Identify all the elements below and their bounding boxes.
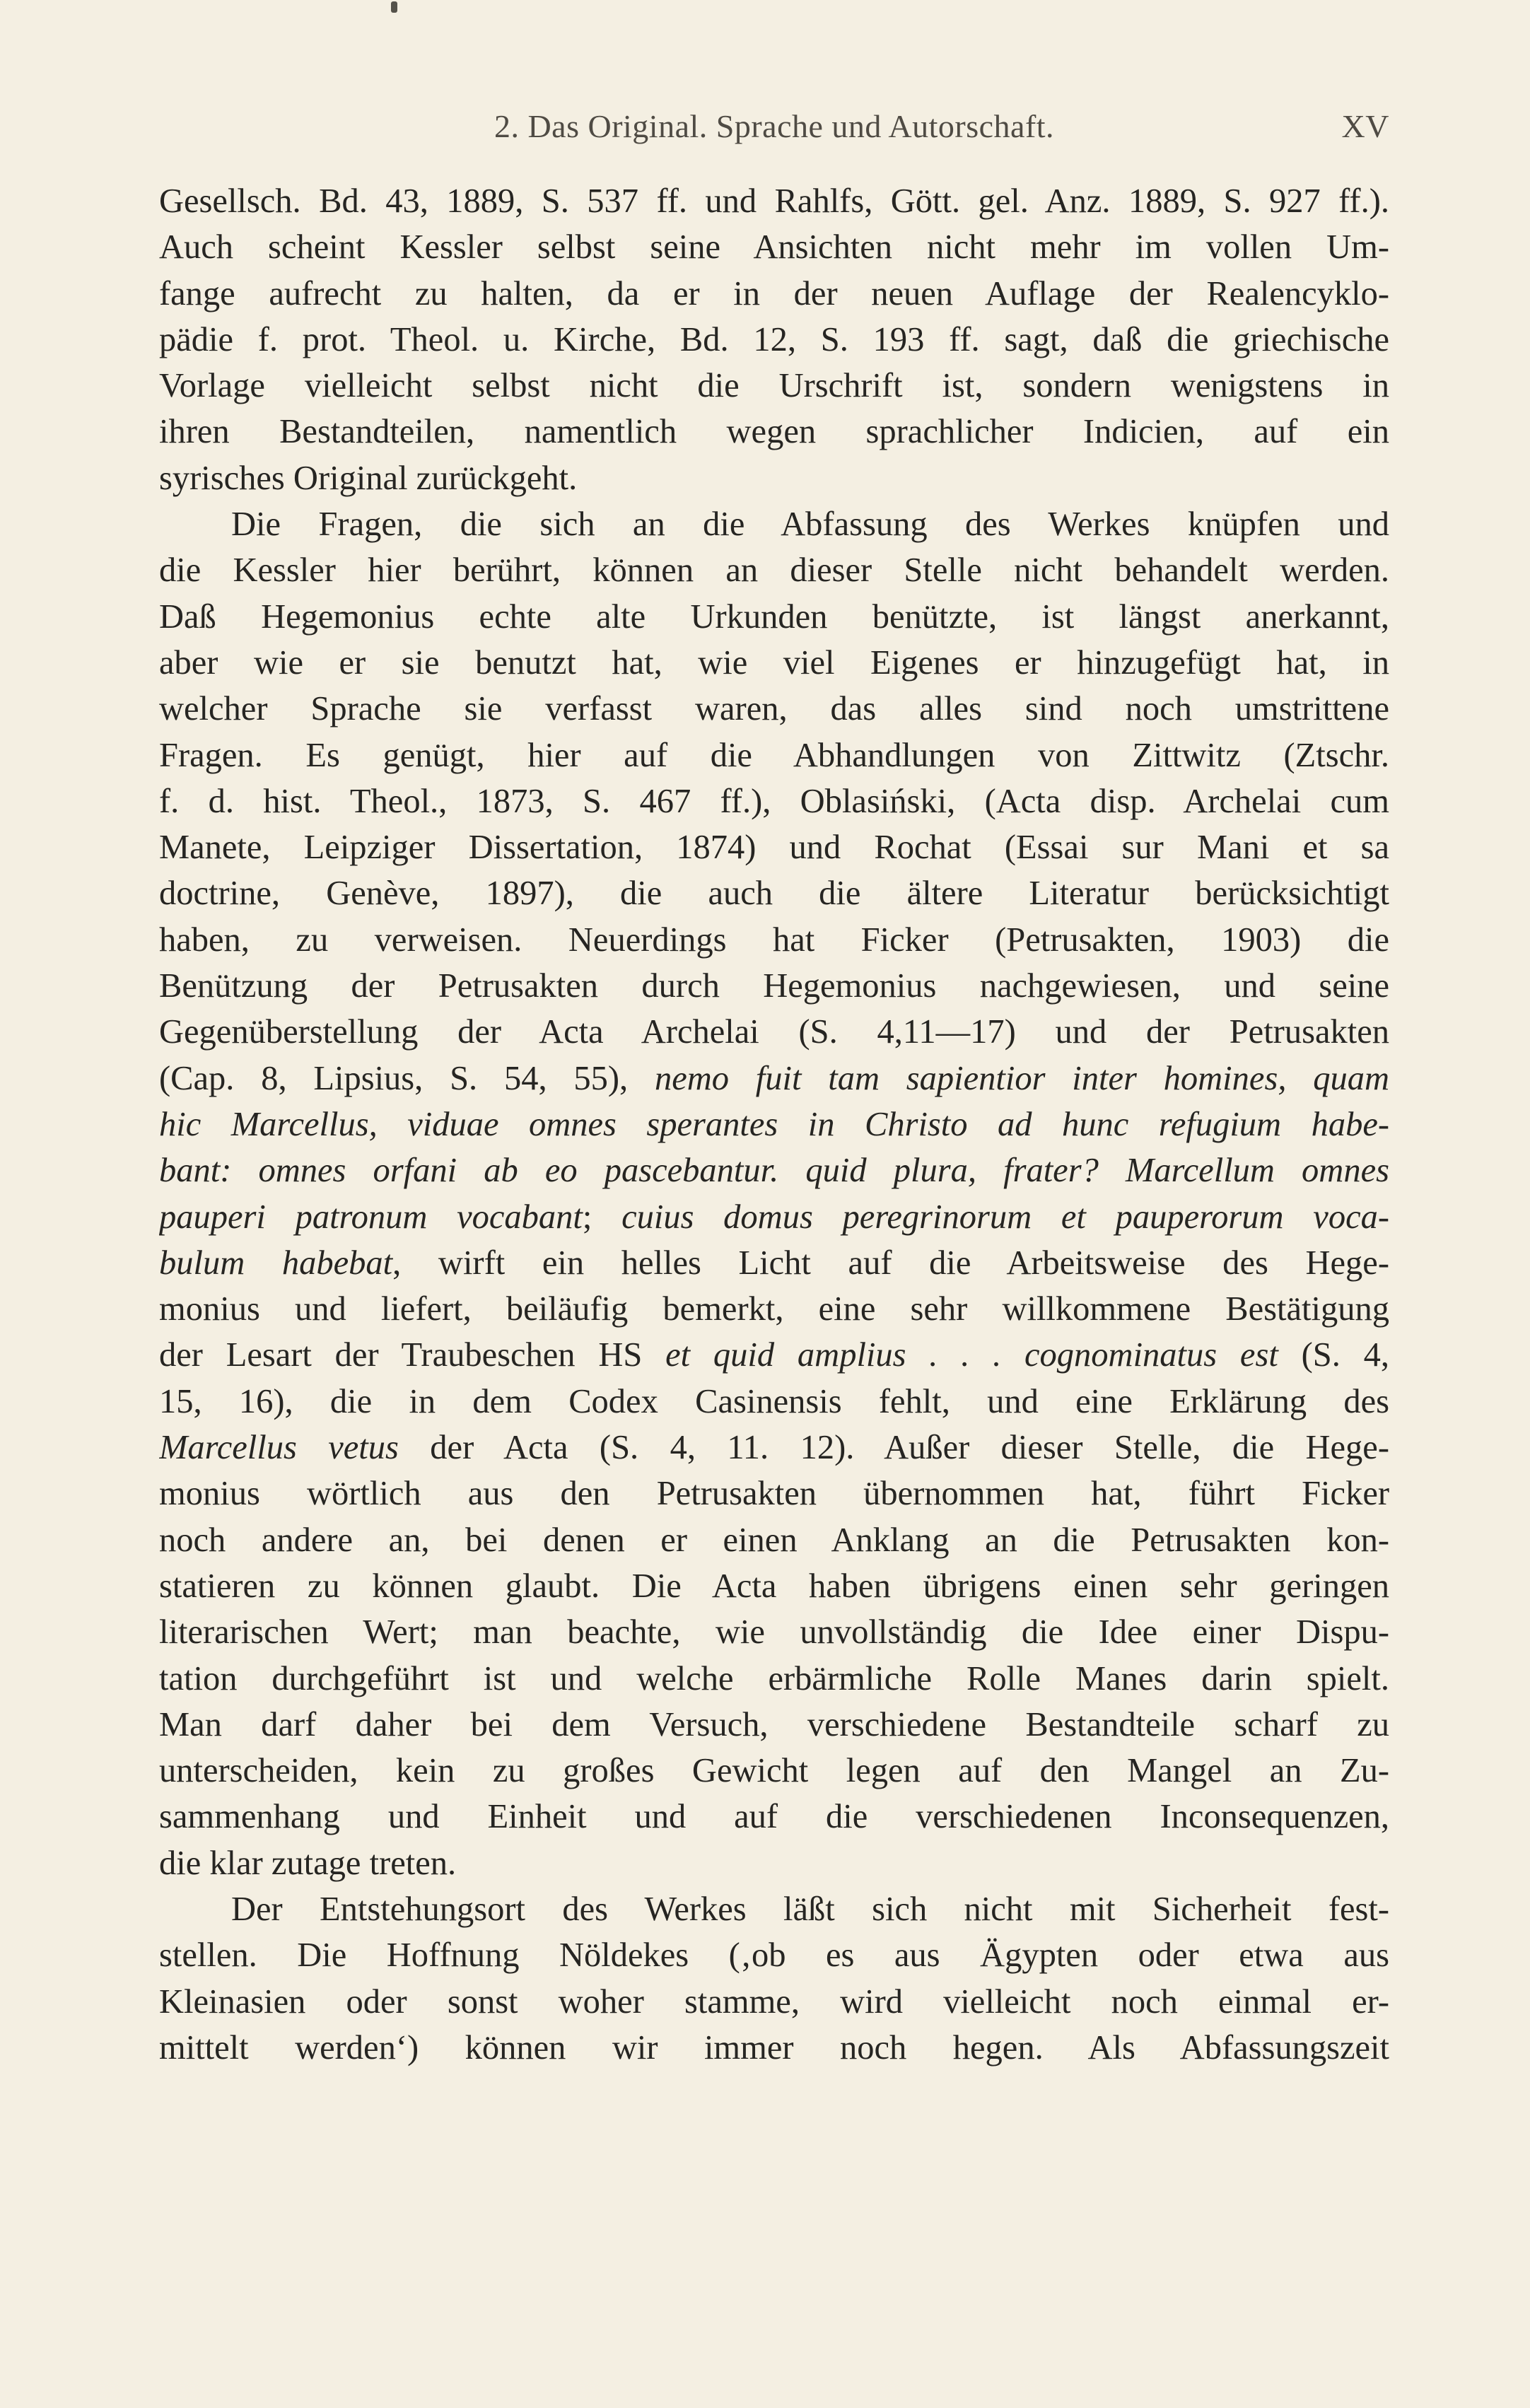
text-line xyxy=(159,1286,1389,1332)
text-segment: Auch scheint Kessler selbst seine Ansichten nicht mehr im vollen Um- xyxy=(159,228,1389,267)
text-segment: , wirft ein helles Licht auf die Arbeitsweise des Hege- xyxy=(392,1244,1389,1282)
text-line xyxy=(159,1240,1389,1286)
text-segment: Benützung der Petrusakten durch Hegemonius nachgewiesen, und seine xyxy=(159,967,1389,1005)
text-line xyxy=(159,224,1389,270)
text-line xyxy=(159,317,1389,363)
text-segment: (S. 4, xyxy=(1278,1336,1389,1374)
text-segment: der Acta (S. 4, 11. 12). Außer dieser Stelle, die Hege- xyxy=(398,1429,1389,1467)
italic-quote: et quid amplius . . . cognominatus est xyxy=(665,1336,1278,1374)
text-line xyxy=(159,1656,1389,1702)
text-segment: welcher Sprache sie verfasst waren, das alles sind noch umstrittene xyxy=(159,690,1389,728)
text-line xyxy=(159,917,1389,963)
text-line xyxy=(159,870,1389,916)
text-line xyxy=(159,1056,1389,1101)
text-line xyxy=(159,1517,1389,1563)
text-segment: syrisches Original zurückgeht. xyxy=(159,459,578,497)
text-segment: stellen. Die Hoffnung Nöldekes (‚ob es aus Ägypten oder etwa aus xyxy=(159,1936,1389,1975)
text-line xyxy=(159,2025,1389,2071)
text-line xyxy=(159,547,1389,593)
text-segment: (Cap. 8, Lipsius, S. 54, 55), xyxy=(159,1059,655,1097)
text-segment: noch andere an, bei denen er einen Anklang an die Petrusakten kon- xyxy=(159,1521,1389,1559)
text-line xyxy=(159,732,1389,778)
italic-quote: hic Marcellus, viduae omnes sperantes in Christo ad hunc refugium habe- xyxy=(159,1105,1389,1143)
text-segment: Die Fragen, die sich an die Abfassung des Werkes knüpfen und xyxy=(231,505,1389,544)
text-segment: der Lesart der Traubeschen HS xyxy=(159,1336,666,1374)
text-line xyxy=(159,1471,1389,1516)
text-segment: unterscheiden, kein zu großes Gewicht legen auf den Mangel an Zu- xyxy=(159,1752,1389,1790)
text-segment: Fragen. Es genügt, hier auf die Abhandlungen von Zittwitz (Ztschr. xyxy=(159,736,1389,774)
text-segment: statieren zu können glaubt. Die Acta haben übrigens einen sehr geringen xyxy=(159,1567,1389,1605)
text-line xyxy=(159,824,1389,870)
running-head xyxy=(159,107,1389,157)
text-segment: ; xyxy=(582,1198,622,1236)
italic-quote: bant: omnes orfani ab eo pascebantur. quid plura, frater? Marcellum omnes xyxy=(159,1152,1389,1190)
text-line xyxy=(159,271,1389,317)
text-segment: doctrine, Genève, 1897), die auch die ältere Literatur berücksichtigt xyxy=(159,875,1389,913)
italic-quote: bulum habebat xyxy=(159,1244,393,1282)
text-segment: Manete, Leipziger Dissertation, 1874) und Rochat (Essai sur Mani et sa xyxy=(159,829,1389,867)
text-segment: monius und liefert, beiläufig bemerkt, eine sehr willkommene Bestätigung xyxy=(159,1290,1389,1328)
text-line xyxy=(159,1702,1389,1748)
text-line xyxy=(159,1147,1389,1193)
text-segment: monius wörtlich aus den Petrusakten übernommen hat, führt Ficker xyxy=(159,1475,1389,1513)
text-segment: Kleinasien oder sonst woher stamme, wird vielleicht noch einmal er- xyxy=(159,1982,1389,2021)
text-line xyxy=(159,455,1389,501)
text-line xyxy=(159,1563,1389,1609)
text-line xyxy=(159,1748,1389,1794)
text-line xyxy=(159,1886,1389,1932)
text-segment: Vorlage vielleicht selbst nicht die Urschrift ist, sondern wenigstens in xyxy=(159,367,1389,405)
ink-speck xyxy=(391,1,397,13)
text-segment: Gesellsch. Bd. 43, 1889, S. 537 ff. und Rahlfs, Gött. gel. Anz. 1889, S. 927 ff.). xyxy=(159,182,1389,220)
text-segment: ihren Bestandteilen, namentlich wegen sprachlicher Indicien, auf ein xyxy=(159,413,1389,451)
text-line xyxy=(159,1379,1389,1425)
text-line xyxy=(159,640,1389,686)
text-segment: pädie f. prot. Theol. u. Kirche, Bd. 12, S. 193 ff. sagt, daß die griechische xyxy=(159,320,1389,358)
text-segment: haben, zu verweisen. Neuerdings hat Ficker (Petrusakten, 1903) die xyxy=(159,920,1389,959)
text-segment: die klar zutage treten. xyxy=(159,1844,457,1882)
text-line xyxy=(159,1425,1389,1471)
text-segment: die Kessler hier berührt, können an dieser Stelle nicht behandelt werden. xyxy=(159,551,1389,590)
italic-quote: pauperi patronum vocabant xyxy=(159,1198,583,1236)
text-segment: Man darf daher bei dem Versuch, verschiedene Bestandteile scharf zu xyxy=(159,1705,1389,1743)
text-segment: fange aufrecht zu halten, da er in der neuen Auflage der Realencyklo- xyxy=(159,274,1389,312)
body-text xyxy=(159,178,1389,2071)
italic-quote: cuius domus peregrinorum et pauperorum voca- xyxy=(621,1198,1389,1236)
text-line xyxy=(159,778,1389,824)
text-line xyxy=(159,594,1389,640)
text-segment: literarischen Wert; man beachte, wie unvollständig die Idee einer Dispu- xyxy=(159,1613,1389,1652)
text-segment: sammenhang und Einheit und auf die verschiedenen Inconsequenzen, xyxy=(159,1798,1389,1836)
text-line xyxy=(159,1840,1389,1886)
page-number: XV xyxy=(1341,108,1389,144)
italic-quote: Marcellus vetus xyxy=(159,1429,399,1467)
text-segment: Der Entstehungsort des Werkes läßt sich nicht mit Sicherheit fest- xyxy=(231,1890,1389,1928)
italic-quote: nemo fuit tam sapientior inter homines, quam xyxy=(654,1059,1389,1097)
text-segment: aber wie er sie benutzt hat, wie viel Eigenes er hinzugefügt hat, in xyxy=(159,643,1389,682)
text-segment: 15, 16), die in dem Codex Casinensis fehlt, und eine Erklärung des xyxy=(159,1382,1389,1420)
text-line xyxy=(159,1101,1389,1147)
text-segment: Gegenüberstellung der Acta Archelai (S. 4,11—17) und der Petrusakten xyxy=(159,1013,1389,1051)
text-line xyxy=(159,1332,1389,1378)
text-line xyxy=(159,963,1389,1009)
text-line xyxy=(159,1009,1389,1055)
text-line xyxy=(159,501,1389,547)
text-line xyxy=(159,1979,1389,2025)
text-segment: tation durchgeführt ist und welche erbärmliche Rolle Manes darin spielt. xyxy=(159,1659,1389,1697)
text-line xyxy=(159,1932,1389,1978)
text-line xyxy=(159,409,1389,455)
running-head-title: 2. Das Original. Sprache und Autorschaft. xyxy=(494,108,1055,144)
text-segment: Daß Hegemonius echte alte Urkunden benützte, ist längst anerkannt, xyxy=(159,597,1389,636)
text-line xyxy=(159,1609,1389,1655)
text-line xyxy=(159,178,1389,224)
text-line xyxy=(159,1194,1389,1240)
text-line xyxy=(159,1794,1389,1840)
text-segment: mittelt werden‘) können wir immer noch hegen. Als Abfassungszeit xyxy=(159,2028,1389,2067)
text-line xyxy=(159,363,1389,409)
text-line xyxy=(159,686,1389,732)
text-segment: f. d. hist. Theol., 1873, S. 467 ff.), Oblasiński, (Acta disp. Archelai cum xyxy=(159,782,1389,820)
